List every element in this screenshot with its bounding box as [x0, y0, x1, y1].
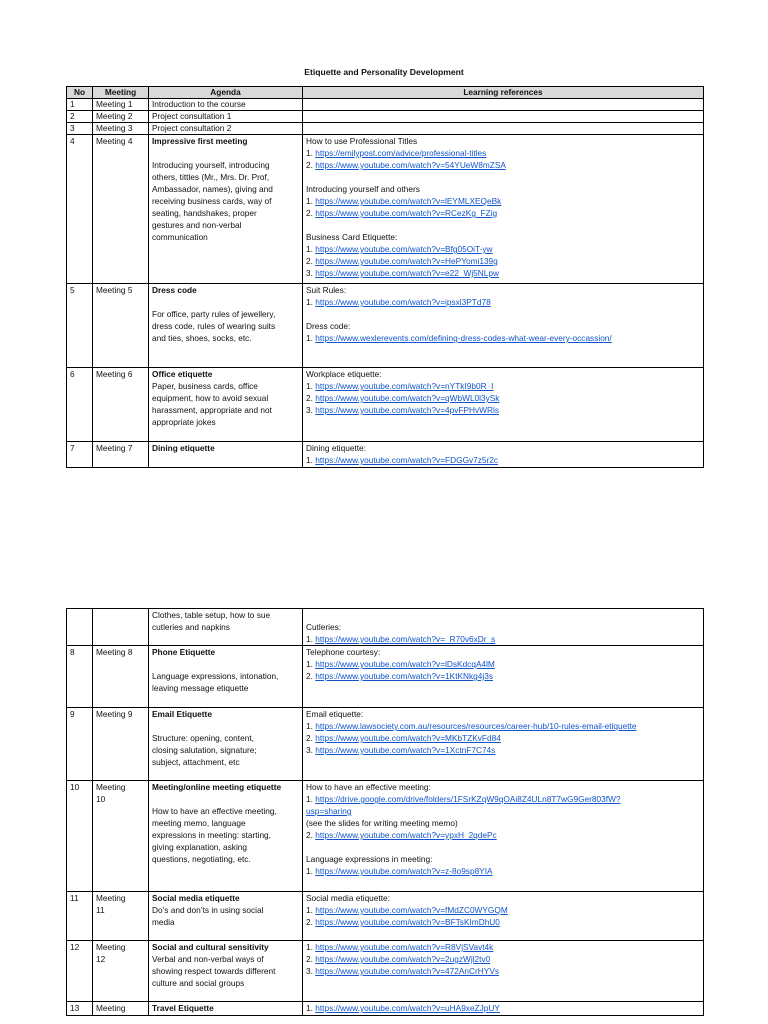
- reference-note: (see the slides for writing meeting memo): [306, 818, 458, 828]
- agenda-title: Travel Etiquette: [152, 1003, 214, 1013]
- row-agenda: [149, 708, 303, 781]
- table-row: [67, 442, 704, 468]
- row-meeting: Meeting 8: [93, 646, 149, 708]
- agenda-line: meeting memo, language: [152, 818, 246, 828]
- agenda-line: Introducing yourself, introducing: [152, 160, 270, 170]
- meeting-label: Meeting: [96, 893, 126, 903]
- row-number: 10: [67, 781, 93, 892]
- reference-heading: How to use Professional Titles: [306, 136, 418, 146]
- row-agenda: [149, 442, 303, 468]
- row-meeting: Meeting 3: [93, 123, 149, 135]
- agenda-title: Meeting/online meeting etiquette: [152, 782, 282, 792]
- table-row: [67, 99, 704, 111]
- agenda-line: Language expressions, intonation,: [152, 671, 279, 681]
- header-learning-references: Learning references: [303, 87, 704, 99]
- document-title: Etiquette and Personality Development: [304, 67, 464, 77]
- reference-link[interactable]: https://www.youtube.com/watch?v=nYTkI9b0R_I: [315, 381, 494, 391]
- agenda-line: culture and social groups: [152, 978, 245, 988]
- reference-heading: Suit Rules:: [306, 285, 347, 295]
- meeting-label: Meeting: [96, 942, 126, 952]
- agenda-line: leaving message etiquette: [152, 683, 249, 693]
- row-agenda: Introduction to the course: [149, 99, 303, 111]
- table-row: [67, 708, 704, 781]
- agenda-line: others, tittles (Mr., Mrs. Dr. Prof,: [152, 172, 270, 182]
- row-agenda: [149, 941, 303, 1002]
- row-agenda: [149, 135, 303, 284]
- row-number: 9: [67, 708, 93, 781]
- row-meeting: Meeting 9: [93, 708, 149, 781]
- header-meeting: Meeting: [93, 87, 149, 99]
- agenda-line: For office, party rules of jewellery,: [152, 309, 276, 319]
- agenda-line: showing respect towards different: [152, 966, 276, 976]
- agenda-line: How to have an effective meeting,: [152, 806, 277, 816]
- reference-link[interactable]: https://www.youtube.com/watch?v=e22_Wj5NLpw: [315, 268, 500, 278]
- row-number: 13: [67, 1002, 93, 1016]
- row-meeting: [93, 609, 149, 646]
- reference-link-continued[interactable]: usp=sharing: [306, 806, 352, 816]
- meeting-number: 10: [96, 794, 106, 804]
- table-row: [67, 609, 704, 646]
- reference-link[interactable]: https://www.youtube.com/watch?v=fMdZC0WYGQM: [315, 905, 508, 915]
- table-row: [67, 284, 704, 368]
- agenda-line: harassment, appropriate and not: [152, 405, 272, 415]
- table-row: [67, 368, 704, 442]
- row-number: 7: [67, 442, 93, 468]
- reference-heading: Business Card Etiquette:: [306, 232, 398, 242]
- reference-link[interactable]: https://www.youtube.com/watch?v=_R70v6xDr_s: [315, 634, 496, 644]
- table-header-row: [67, 87, 704, 99]
- reference-link[interactable]: https://www.wexlerevents.com/defining-dress-codes-what-wear-every-occassion/: [315, 333, 612, 343]
- agenda-title: Impressive first meeting: [152, 136, 248, 146]
- row-references: Cutleries: 1. https://www.youtube.com/watch?v=_R70v6xDr_s: [303, 609, 704, 646]
- row-agenda: [149, 1002, 303, 1016]
- reference-link[interactable]: https://www.youtube.com/watch?v=Bfg05OiT-yw: [315, 244, 493, 254]
- agenda-line: cutleries and napkins: [152, 622, 230, 632]
- row-number: 8: [67, 646, 93, 708]
- agenda-line: giving explanation, asking: [152, 842, 248, 852]
- row-references: How to use Professional Titles 1. https://emilypost.com/advice/professional-titles 2. https://www.youtube.com/watch?v=54YUeW8mZSA Introducing yourself and others 1. https://www.youtube.com/watch?v=lEYMLXEQeBk 2. https://www.youtube.com/watch?v=RCezKg_FZig Business Card Etiquette: 1. https://www.youtube.com/watch?v=Bfg05OiT-yw 2. https://www.youtube.com/watch?v=HePYomi139g 3. https://www.youtube.com/watch?v=e22_Wj5NLpw: [303, 135, 704, 284]
- reference-heading: Email etiquette:: [306, 709, 364, 719]
- table-row: [67, 1002, 704, 1016]
- reference-link[interactable]: https://www.youtube.com/watch?v=FDGGv7z5r2c: [315, 455, 499, 465]
- agenda-line: expressions in meeting: starting,: [152, 830, 271, 840]
- reference-link[interactable]: https://www.youtube.com/watch?v=R8VjSVavt4k: [315, 942, 494, 952]
- reference-link[interactable]: https://www.youtube.com/watch?v=z-8o9sp8YIA: [315, 866, 493, 876]
- row-agenda: [149, 892, 303, 941]
- row-number: 4: [67, 135, 93, 284]
- agenda-title: Email Etiquette: [152, 709, 212, 719]
- reference-link[interactable]: https://www.youtube.com/watch?v=472AnCrHYVs: [315, 966, 500, 976]
- table-row: [67, 646, 704, 708]
- reference-heading: Dress code:: [306, 321, 351, 331]
- agenda-title: Social media etiquette: [152, 893, 240, 903]
- reference-link[interactable]: https://www.youtube.com/watch?v=1XctnF7C74s: [315, 745, 496, 755]
- row-references: Suit Rules: 1. https://www.youtube.com/watch?v=ipsxl3PTd78 Dress code: 1. https://www.wexlerevents.com/defining-dress-codes-what-wear-every-occassion/: [303, 284, 704, 368]
- reference-link[interactable]: https://www.youtube.com/watch?v=ypxH_2qdePc: [315, 830, 497, 840]
- row-references: Telephone courtesy: 1. https://www.youtube.com/watch?v=lDsKdcqA4lM 2. https://www.youtube.com/watch?v=1KtKNkg4j3s: [303, 646, 704, 708]
- agenda-line: appropriate jokes: [152, 417, 216, 427]
- agenda-title: Office etiquette: [152, 369, 213, 379]
- agenda-line: Paper, business cards, office: [152, 381, 258, 391]
- row-number: [67, 609, 93, 646]
- row-number: 5: [67, 284, 93, 368]
- reference-link[interactable]: https://www.youtube.com/watch?v=BFTsKImDhU0: [315, 917, 500, 927]
- agenda-line: media: [152, 917, 175, 927]
- row-meeting: [93, 941, 149, 1002]
- row-meeting: Meeting 4: [93, 135, 149, 284]
- agenda-title: Social and cultural sensitivity: [152, 942, 269, 952]
- row-meeting: Meeting 2: [93, 111, 149, 123]
- agenda-line: equipment, how to avoid sexual: [152, 393, 269, 403]
- agenda-line: Do’s and don’ts in using social: [152, 905, 264, 915]
- meeting-number: 12: [96, 954, 106, 964]
- table-row: [67, 781, 704, 892]
- reference-link[interactable]: https://www.youtube.com/watch?v=1KtKNkg4j3s: [315, 671, 494, 681]
- schedule-table-page-1: [66, 86, 704, 468]
- row-number: 11: [67, 892, 93, 941]
- reference-link[interactable]: https://www.youtube.com/watch?v=2ugzWjl2tv0: [315, 954, 491, 964]
- reference-link[interactable]: https://www.youtube.com/watch?v=MKbTZKvFd84: [315, 733, 501, 743]
- row-agenda: [149, 284, 303, 368]
- reference-link[interactable]: https://emilypost.com/advice/professional-titles: [315, 148, 487, 158]
- row-agenda: Project consultation 1: [149, 111, 303, 123]
- row-number: 6: [67, 368, 93, 442]
- agenda-line: gestures and non-verbal: [152, 220, 242, 230]
- row-references: Email etiquette: 1. https://www.lawsociety.com.au/resources/resources/career-hub/10-rules-email-etiquette 2. https://www.youtube.com/watch?v=MKbTZKvFd84 3. https://www.youtube.com/watch?v=1XctnF7C74s: [303, 708, 704, 781]
- row-meeting: Meeting: [93, 1002, 149, 1016]
- row-references: Workplace etiquette: 1. https://www.youtube.com/watch?v=nYTkI9b0R_I 2. https://www.youtube.com/watch?v=qWbWL0l3ySk 3. https://www.youtube.com/watch?v=4pvFPHvWRls: [303, 368, 704, 442]
- schedule-table-page-2: [66, 608, 704, 1016]
- agenda-line: Verbal and non-verbal ways of: [152, 954, 264, 964]
- row-number: 1: [67, 99, 93, 111]
- row-number: 2: [67, 111, 93, 123]
- row-references: 1. https://www.youtube.com/watch?v=uHA9xeZJpUY: [303, 1002, 704, 1016]
- row-meeting: Meeting 7: [93, 442, 149, 468]
- reference-link[interactable]: https://www.youtube.com/watch?v=4pvFPHvWRls: [315, 405, 499, 415]
- row-meeting: Meeting 6: [93, 368, 149, 442]
- reference-link[interactable]: https://www.youtube.com/watch?v=ipsxl3PTd78: [315, 297, 491, 307]
- reference-heading: Language expressions in meeting:: [306, 854, 433, 864]
- reference-link[interactable]: https://www.lawsociety.com.au/resources/resources/career-hub/10-rules-email-etiquette: [315, 721, 637, 731]
- row-references: [303, 111, 704, 123]
- row-meeting: [93, 892, 149, 941]
- agenda-title: Dining etiquette: [152, 443, 215, 453]
- row-agenda: Project consultation 2: [149, 123, 303, 135]
- row-number: 12: [67, 941, 93, 1002]
- agenda-line: receiving business cards, way of: [152, 196, 272, 206]
- agenda-line: subject, attachment, etc: [152, 757, 240, 767]
- agenda-line: Ambassador, names), giving and: [152, 184, 273, 194]
- reference-heading: How to have an effective meeting:: [306, 782, 431, 792]
- agenda-line: dress code, rules of wearing suits: [152, 321, 276, 331]
- reference-link[interactable]: https://www.youtube.com/watch?v=qWbWL0l3ySk: [315, 393, 500, 403]
- row-agenda: [149, 781, 303, 892]
- reference-link[interactable]: https://www.youtube.com/watch?v=RCezKg_FZig: [315, 208, 498, 218]
- agenda-title: Dress code: [152, 285, 197, 295]
- meeting-number: 11: [96, 905, 105, 915]
- reference-link[interactable]: https://www.youtube.com/watch?v=HePYomi139g: [315, 256, 498, 266]
- reference-heading: Social media etiquette:: [306, 893, 390, 903]
- row-references: 1. https://www.youtube.com/watch?v=R8VjSVavt4k 2. https://www.youtube.com/watch?v=2ugzWjl2tv0 3. https://www.youtube.com/watch?v=472AnCrHYVs: [303, 941, 704, 1002]
- row-meeting: Meeting 5: [93, 284, 149, 368]
- reference-link[interactable]: https://www.youtube.com/watch?v=54YUeW8mZSA: [315, 160, 506, 170]
- agenda-line: Structure: opening, content,: [152, 733, 254, 743]
- reference-link[interactable]: https://www.youtube.com/watch?v=lDsKdcqA4lM: [315, 659, 495, 669]
- table-row: [67, 123, 704, 135]
- header-no: No: [67, 87, 93, 99]
- meeting-label: Meeting: [96, 782, 126, 792]
- row-references: [303, 123, 704, 135]
- row-references: Social media etiquette: 1. https://www.youtube.com/watch?v=fMdZC0WYGQM 2. https://www.youtube.com/watch?v=BFTsKImDhU0: [303, 892, 704, 941]
- agenda-line: seating, handshakes, proper: [152, 208, 257, 218]
- header-agenda: Agenda: [149, 87, 303, 99]
- row-agenda: [149, 609, 303, 646]
- row-references: [303, 99, 704, 111]
- table-row: [67, 892, 704, 941]
- agenda-title: Phone Etiquette: [152, 647, 216, 657]
- reference-heading: Cutleries:: [306, 622, 342, 632]
- reference-link[interactable]: https://drive.google.com/drive/folders/1FSrKZqW9qOAi8Z4ULn8T7wG9Ger803fW?: [315, 794, 621, 804]
- row-agenda: [149, 368, 303, 442]
- table-row: [67, 135, 704, 284]
- agenda-line: and ties, shoes, socks, etc.: [152, 333, 252, 343]
- row-references: How to have an effective meeting: 1. https://drive.google.com/drive/folders/1FSrKZqW9qOAi8Z4ULn8T7wG9Ger803fW? usp=sharing (see the slides for writing meeting memo) 2. https://www.youtube.com/watch?v=ypxH_2qdePc Language expressions in meeting: 1. https://www.youtube.com/watch?v=z-8o9sp8YIA: [303, 781, 704, 892]
- row-meeting: Meeting 1: [93, 99, 149, 111]
- agenda-line: communication: [152, 232, 208, 242]
- table-row: [67, 111, 704, 123]
- reference-heading: Workplace etiquette:: [306, 369, 382, 379]
- reference-heading: Introducing yourself and others: [306, 184, 420, 194]
- reference-heading: Telephone courtesy:: [306, 647, 381, 657]
- agenda-line: closing salutation, signature;: [152, 745, 257, 755]
- row-references: Dining etiquette: 1. https://www.youtube.com/watch?v=FDGGv7z5r2c: [303, 442, 704, 468]
- table-row: [67, 941, 704, 1002]
- row-number: 3: [67, 123, 93, 135]
- reference-link[interactable]: https://www.youtube.com/watch?v=lEYMLXEQeBk: [315, 196, 502, 206]
- row-meeting: [93, 781, 149, 892]
- agenda-line: Clothes, table setup, how to sue: [152, 610, 271, 620]
- reference-heading: Dining etiquette:: [306, 443, 366, 453]
- reference-link[interactable]: https://www.youtube.com/watch?v=uHA9xeZJpUY: [315, 1003, 500, 1013]
- agenda-line: questions, negotiating, etc.: [152, 854, 251, 864]
- row-agenda: [149, 646, 303, 708]
